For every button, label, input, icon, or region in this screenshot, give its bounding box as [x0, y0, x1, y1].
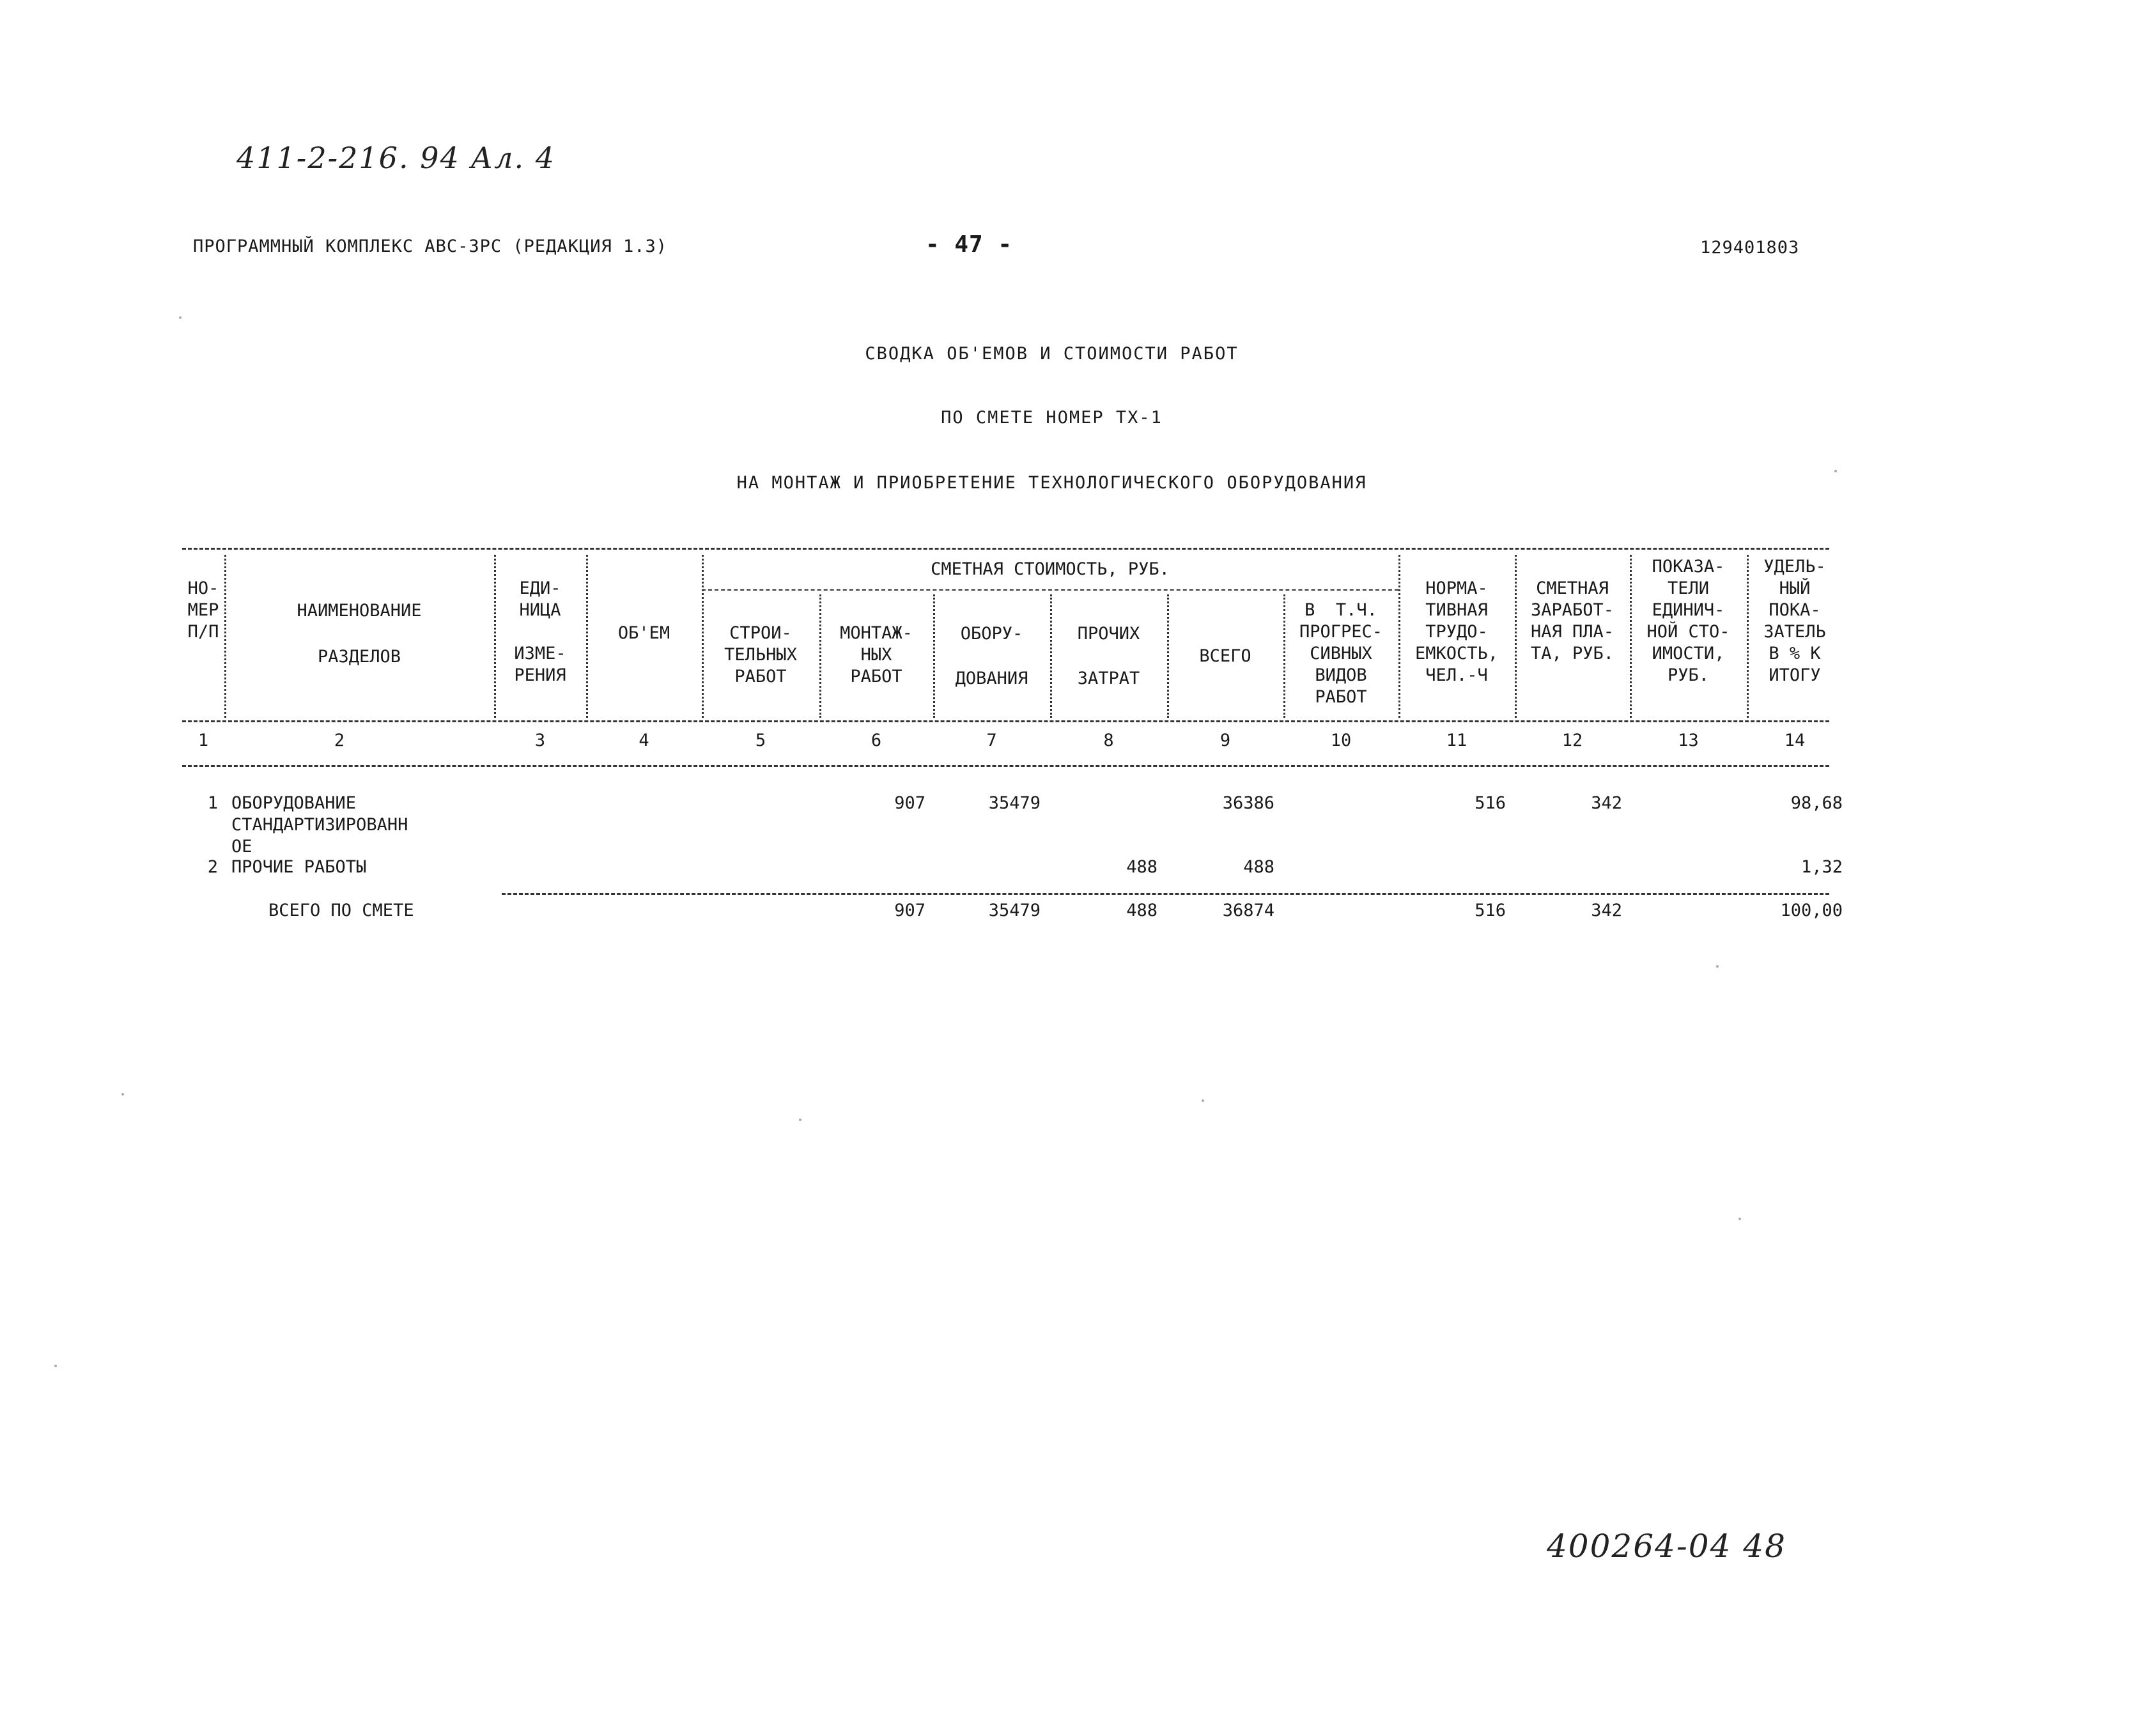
total-other: 488	[1126, 901, 1157, 920]
total-label: ВСЕГО ПО СМЕТЕ	[268, 901, 414, 920]
title-line-1: СВОДКА ОБ'ЕМОВ И СТОИМОСТИ РАБОТ	[865, 344, 1239, 364]
scan-speck	[1202, 1099, 1204, 1102]
title-line-3: НА МОНТАЖ И ПРИОБРЕТЕНИЕ ТЕХНОЛОГИЧЕСКОГО ОБОРУДОВАНИЯ	[736, 473, 1367, 493]
col-number: 9	[1219, 731, 1231, 750]
col-number: 8	[1103, 731, 1114, 750]
col-number: 13	[1678, 731, 1699, 750]
title-line-2: ПО СМЕТЕ НОМЕР ТХ-1	[941, 408, 1163, 428]
col-header-other: ПРОЧИХ ЗАТРАТ	[1077, 624, 1140, 688]
total-share: 100,00	[1780, 901, 1843, 920]
row-share: 1,32	[1800, 857, 1843, 877]
group-header-cost: СМЕТНАЯ СТОИМОСТЬ, РУБ.	[931, 559, 1170, 579]
col-number: 12	[1561, 731, 1583, 750]
handwritten-archive-number: 400264-04 48	[1547, 1528, 1786, 1565]
header-bottom-rule	[182, 720, 1829, 722]
scan-speck	[1738, 1218, 1741, 1220]
scan-speck	[799, 1119, 801, 1121]
col-header-unit: ЕДИ- НИЦА ИЗМЕ- РЕНИЯ	[514, 578, 566, 685]
row-equipment: 35479	[988, 793, 1041, 813]
total-equipment: 35479	[988, 901, 1041, 920]
scan-speck	[1834, 470, 1837, 472]
table-top-rule	[182, 548, 1829, 550]
row-installation: 907	[894, 793, 925, 813]
col-number: 2	[334, 731, 345, 750]
group-header-rule	[702, 589, 1398, 591]
col-number: 11	[1446, 731, 1467, 750]
col-header-construction: СТРОИ- ТЕЛЬНЫХ РАБОТ	[724, 623, 797, 686]
row-labor: 516	[1475, 793, 1506, 813]
scan-speck	[1716, 965, 1719, 968]
total-labor: 516	[1475, 901, 1506, 920]
col-header-number: НО- МЕР П/П	[187, 578, 219, 642]
col-header-installation: МОНТАЖ- НЫХ РАБОТ	[840, 623, 913, 686]
col-number: 14	[1784, 731, 1806, 750]
col-number: 3	[534, 731, 546, 750]
scan-speck	[54, 1365, 57, 1367]
col-header-share: УДЕЛЬ- НЫЙ ПОКА- ЗАТЕЛЬ В % К ИТОГУ	[1763, 557, 1826, 685]
row-name: ОБОРУДОВАНИЕ СТАНДАРТИЗИРОВАНН ОЕ	[231, 793, 408, 856]
col-header-unit-cost: ПОКАЗА- ТЕЛИ ЕДИНИЧ- НОЙ СТО- ИМОСТИ, РУБ.	[1646, 557, 1730, 685]
col-number: 1	[197, 731, 209, 750]
row-share: 98,68	[1790, 793, 1843, 813]
col-number: 4	[639, 731, 649, 750]
total-rule	[502, 893, 1829, 895]
col-header-progressive: В Т.Ч. ПРОГРЕС- СИВНЫХ ВИДОВ РАБОТ	[1299, 600, 1383, 707]
total-wages: 342	[1591, 901, 1622, 920]
scan-speck	[179, 316, 182, 319]
col-numbers-rule	[182, 765, 1829, 767]
col-number: 10	[1330, 731, 1352, 750]
row-number: 1	[207, 793, 218, 813]
total-total: 36874	[1222, 901, 1274, 920]
row-total: 36386	[1222, 793, 1274, 813]
handwritten-doc-code: 411-2-216. 94 Ал. 4	[236, 141, 555, 175]
document-id: 129401803	[1700, 238, 1800, 258]
col-header-total: ВСЕГО	[1199, 646, 1251, 666]
col-header-volume: ОБ'ЕМ	[617, 623, 670, 643]
row-number: 2	[207, 857, 218, 877]
col-header-equipment: ОБОРУ- ДОВАНИЯ	[955, 624, 1028, 688]
col-header-wages: СМЕТНАЯ ЗАРАБОТ- НАЯ ПЛА- ТА, РУБ.	[1530, 578, 1614, 663]
row-wages: 342	[1591, 793, 1622, 813]
col-number: 6	[871, 731, 882, 750]
page-number: - 47 -	[925, 231, 1013, 258]
row-other: 488	[1126, 857, 1157, 877]
scan-speck	[121, 1093, 124, 1096]
program-name: ПРОГРАММНЫЙ КОМПЛЕКС АВС-3РС (РЕДАКЦИЯ 1.3)	[193, 236, 667, 256]
row-total: 488	[1243, 857, 1274, 877]
total-installation: 907	[894, 901, 925, 920]
col-number: 7	[986, 731, 997, 750]
col-number: 5	[755, 731, 766, 750]
col-header-labor: НОРМА- ТИВНАЯ ТРУДО- ЕМКОСТЬ, ЧЕЛ.-Ч	[1414, 578, 1499, 685]
col-header-name: НАИМЕНОВАНИЕ РАЗДЕЛОВ	[297, 601, 422, 667]
row-name: ПРОЧИЕ РАБОТЫ	[231, 857, 367, 877]
